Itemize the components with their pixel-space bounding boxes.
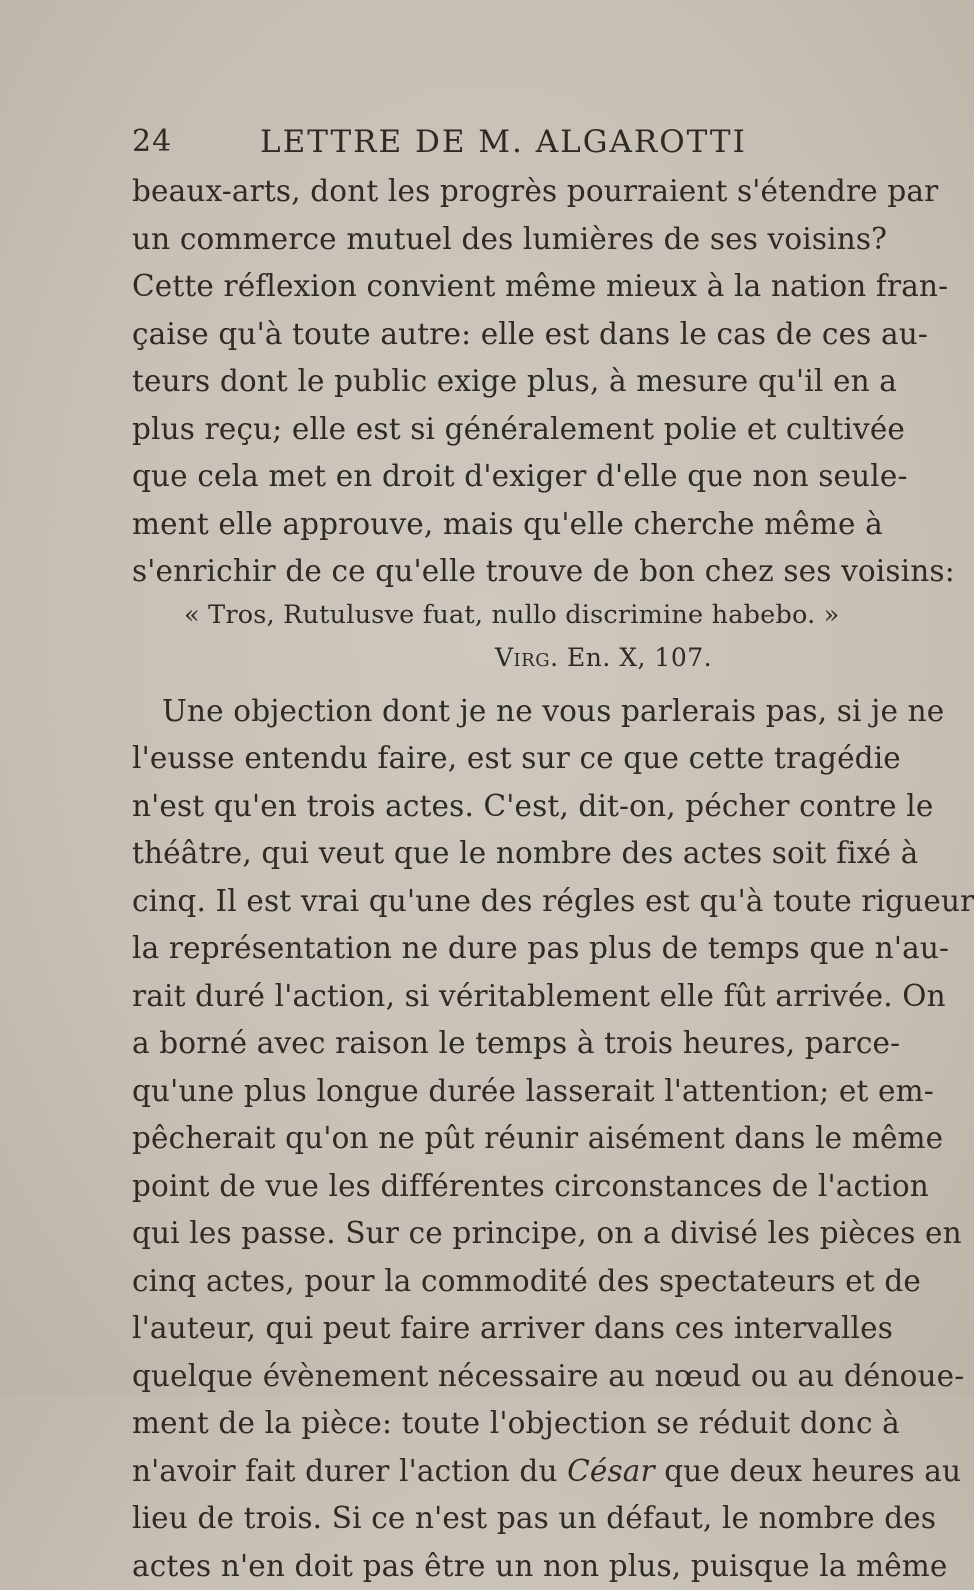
paragraph-2	[132, 688, 772, 1590]
text-line: cinq. Il est vrai qu'une des régles est qu'à toute rigueur	[132, 878, 772, 926]
text-line: quelque évènement nécessaire au nœud ou au dénoue-	[132, 1353, 772, 1401]
page-header	[132, 124, 772, 168]
latin-quotation	[132, 596, 772, 688]
text-line: que cela met en droit d'exiger d'elle que non seule-	[132, 453, 772, 501]
text-line: actes n'en doit pas être un non plus, puisque la même	[132, 1543, 772, 1590]
text-line: lieu de trois. Si ce n'est pas un défaut, le nombre des	[132, 1495, 772, 1543]
text-line: la représentation ne dure pas plus de temps que n'au-	[132, 925, 772, 973]
text-line: cinq actes, pour la commodité des spectateurs et de	[132, 1258, 772, 1306]
text-line: teurs dont le public exige plus, à mesure qu'il en a	[132, 358, 772, 406]
quote-source-work: En. X, 107.	[567, 643, 712, 672]
text-segment: que deux heures au	[655, 1454, 961, 1488]
text-line: ment de la pièce: toute l'objection se réduit donc à	[132, 1400, 772, 1448]
running-title: LETTRE DE M. ALGAROTTI	[260, 124, 747, 160]
text-line: plus reçu; elle est si généralement polie et cultivée	[132, 406, 772, 454]
text-segment: n'avoir fait durer l'action du	[132, 1454, 567, 1488]
text-line: point de vue les différentes circonstances de l'action	[132, 1163, 772, 1211]
text-line: théâtre, qui veut que le nombre des actes soit fixé à	[132, 830, 772, 878]
body-text	[132, 168, 772, 1590]
quote-source	[495, 643, 712, 672]
text-line: s'enrichir de ce qu'elle trouve de bon chez ses voisins:	[132, 548, 772, 596]
text-line: ment elle approuve, mais qu'elle cherche même à	[132, 501, 772, 549]
text-line: Une objection dont je ne vous parlerais pas, si je ne	[132, 688, 772, 736]
text-line: n'est qu'en trois actes. C'est, dit-on, pécher contre le	[132, 783, 772, 831]
text-line: l'eusse entendu faire, est sur ce que cette tragédie	[132, 735, 772, 783]
paragraph-1	[132, 168, 772, 596]
text-line: pêcherait qu'on ne pût réunir aisément dans le même	[132, 1115, 772, 1163]
text-line: a borné avec raison le temps à trois heures, parce-	[132, 1020, 772, 1068]
quote-text: « Tros, Rutulusve fuat, nullo discrimine habebo. »	[184, 600, 839, 630]
text-line: rait duré l'action, si véritablement elle fût arrivée. On	[132, 973, 772, 1021]
text-line: çaise qu'à toute autre: elle est dans le cas de ces au-	[132, 311, 772, 359]
quote-source-author: Virg.	[495, 643, 559, 672]
text-line: qui les passe. Sur ce principe, on a divisé les pièces en	[132, 1210, 772, 1258]
text-line: un commerce mutuel des lumières de ses voisins?	[132, 216, 772, 264]
page-number: 24	[132, 124, 172, 159]
text-line: l'auteur, qui peut faire arriver dans ces intervalles	[132, 1305, 772, 1353]
italic-title: César	[567, 1454, 655, 1488]
text-line: qu'une plus longue durée lasserait l'attention; et em-	[132, 1068, 772, 1116]
text-line: beaux-arts, dont les progrès pourraient s'étendre par	[132, 168, 772, 216]
text-line: Cette réflexion convient même mieux à la nation fran-	[132, 263, 772, 311]
text-line	[132, 1448, 772, 1496]
